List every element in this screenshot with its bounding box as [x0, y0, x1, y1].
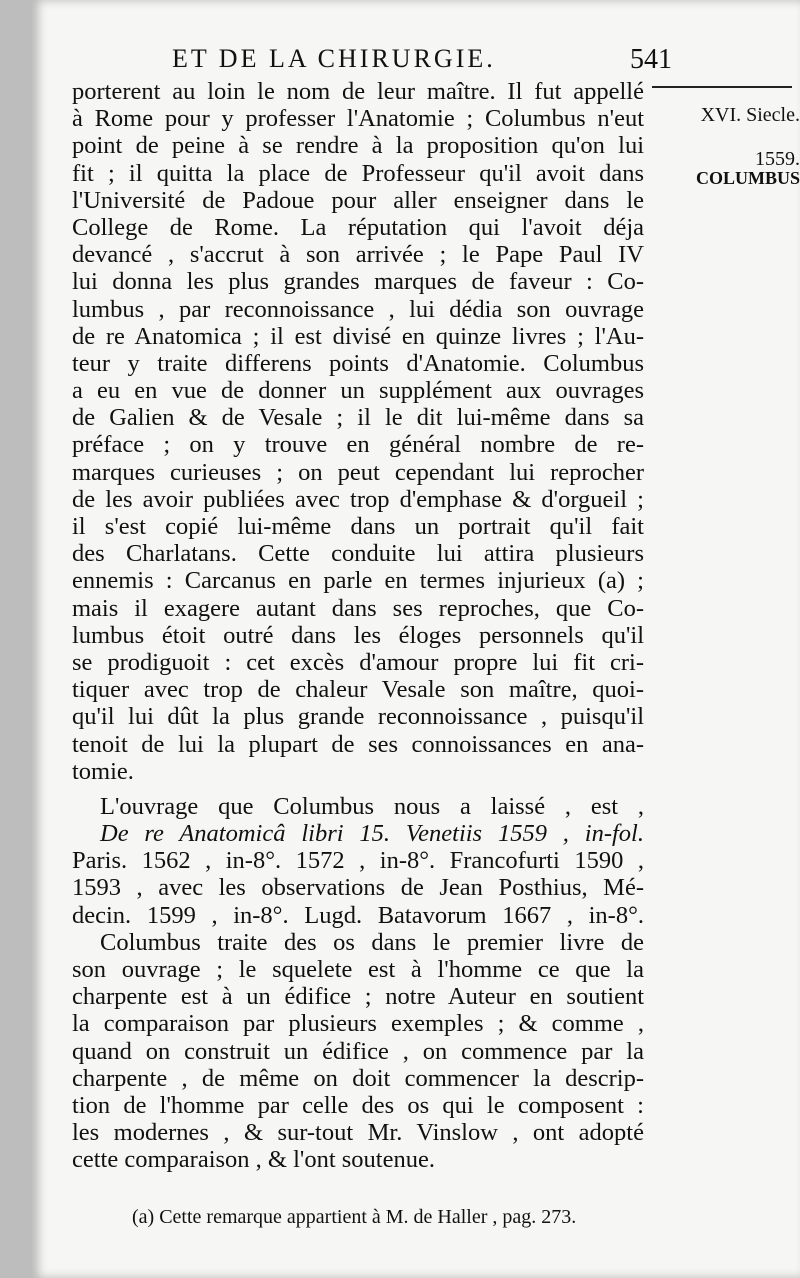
paragraph-2 — [72, 793, 644, 929]
text-line: tenoit de lui la plupart de ses connoissances en ana- — [72, 730, 644, 758]
paragraph-3 — [72, 929, 644, 1174]
running-title: ET DE LA CHIRURGIE. — [172, 44, 496, 73]
text-line: 1593 , avec les observations de Jean Posthius, Mé- — [72, 874, 644, 902]
paragraph-gap — [72, 785, 644, 793]
text-line: lumbus étoit outré dans les éloges personnels qu'il — [72, 621, 644, 649]
text-line: les modernes , & sur-tout Mr. Vinslow , ont adopté — [72, 1119, 644, 1147]
text-line: qu'il lui dût la plus grande reconnoissance , puisqu'il — [72, 703, 644, 731]
margin-note-year: 1559. — [755, 148, 800, 170]
page-number: 541 — [630, 44, 672, 75]
text-line: decin. 1599 , in-8°. Lugd. Batavorum 1667 , in-8°. — [72, 901, 644, 929]
text-line: préface ; on y trouve en général nombre de re- — [72, 431, 644, 459]
text-line: charpente , de même on doit commencer la descrip- — [72, 1064, 644, 1092]
text-line: la comparaison par plusieurs exemples ; & comme , — [72, 1010, 644, 1038]
text-line: De re Anatomicâ libri 15. Venetiis 1559 , in-fol. — [100, 820, 644, 848]
text-line: Paris. 1562 , in-8°. 1572 , in-8°. Francofurti 1590 , — [72, 847, 644, 875]
text-line: à Rome pour y professer l'Anatomie ; Columbus n'eut — [72, 105, 644, 133]
text-line: se prodiguoit : cet excès d'amour propre lui fit cri- — [72, 648, 644, 676]
paragraph-1 — [72, 78, 644, 785]
text-line: lui donna les plus grandes marques de faveur : Co- — [72, 268, 644, 296]
text-line: College de Rome. La réputation qui l'avoit déja — [72, 213, 644, 241]
text-line: cette comparaison , & l'ont soutenue. — [72, 1146, 435, 1174]
text-line: quand on construit un édifice , on commence par la — [72, 1037, 644, 1065]
text-line: a eu en vue de donner un supplément aux ouvrages — [72, 377, 644, 405]
text-line: ennemis : Carcanus en parle en termes injurieux (a) ; — [72, 567, 644, 595]
text-line: porterent au loin le nom de leur maître. Il fut appellé — [72, 78, 644, 105]
text-line: son ouvrage ; le squelete est à l'homme ce que la — [72, 956, 644, 983]
text-line: de Galien & de Vesale ; il le dit lui-même dans sa — [72, 404, 644, 432]
text-line: point de peine à se rendre à la proposition qu'on lui — [72, 132, 644, 160]
text-line: Columbus traite des os dans le premier livre de — [100, 928, 644, 956]
running-head — [172, 44, 672, 78]
book-page — [32, 0, 800, 1278]
text-line: tion de l'homme par celle des os qui le composent : — [72, 1091, 644, 1119]
text-line: teur y traite differens points d'Anatomie. Columbus — [72, 349, 644, 377]
text-line: des Charlatans. Cette conduite lui attira plusieurs — [72, 540, 644, 568]
text-line: mais il exagere autant dans ses reproches, que Co- — [72, 594, 644, 622]
footnote: (a) Cette remarque appartient à M. de Haller , pag. 273. — [132, 1206, 577, 1228]
text-line: L'ouvrage que Columbus nous a laissé , est , — [100, 792, 644, 820]
text-line: de re Anatomica ; il est divisé en quinze livres ; l'Au- — [72, 322, 644, 350]
text-line: de les avoir publiées avec trop d'emphase & d'orgueil ; — [72, 485, 644, 513]
text-line: marques curieuses ; on peut cependant lui reprocher — [72, 458, 644, 486]
text-line: il s'est copié lui-même dans un portrait qu'il fait — [72, 513, 644, 540]
text-line: devancé , s'accrut à son arrivée ; le Pape Paul IV — [72, 241, 644, 269]
margin-note-name: COLUMBUS — [695, 168, 800, 188]
text-line: tiquer avec trop de chaleur Vesale son maître, quoi- — [72, 676, 644, 704]
text-line: l'Université de Padoue pour aller enseigner dans le — [72, 186, 644, 214]
text-line: charpente est à un édifice ; notre Auteur en soutient — [72, 983, 644, 1011]
margin-note-century: XVI. Siecle. — [700, 104, 800, 126]
text-line: fit ; il quitta la place de Professeur qu'il avoit dans — [72, 159, 644, 187]
text-line: tomie. — [72, 757, 134, 785]
main-text — [72, 78, 644, 1174]
text-line: lumbus , par reconnoissance , lui dédia son ouvrage — [72, 295, 644, 323]
margin-rule — [652, 86, 792, 88]
